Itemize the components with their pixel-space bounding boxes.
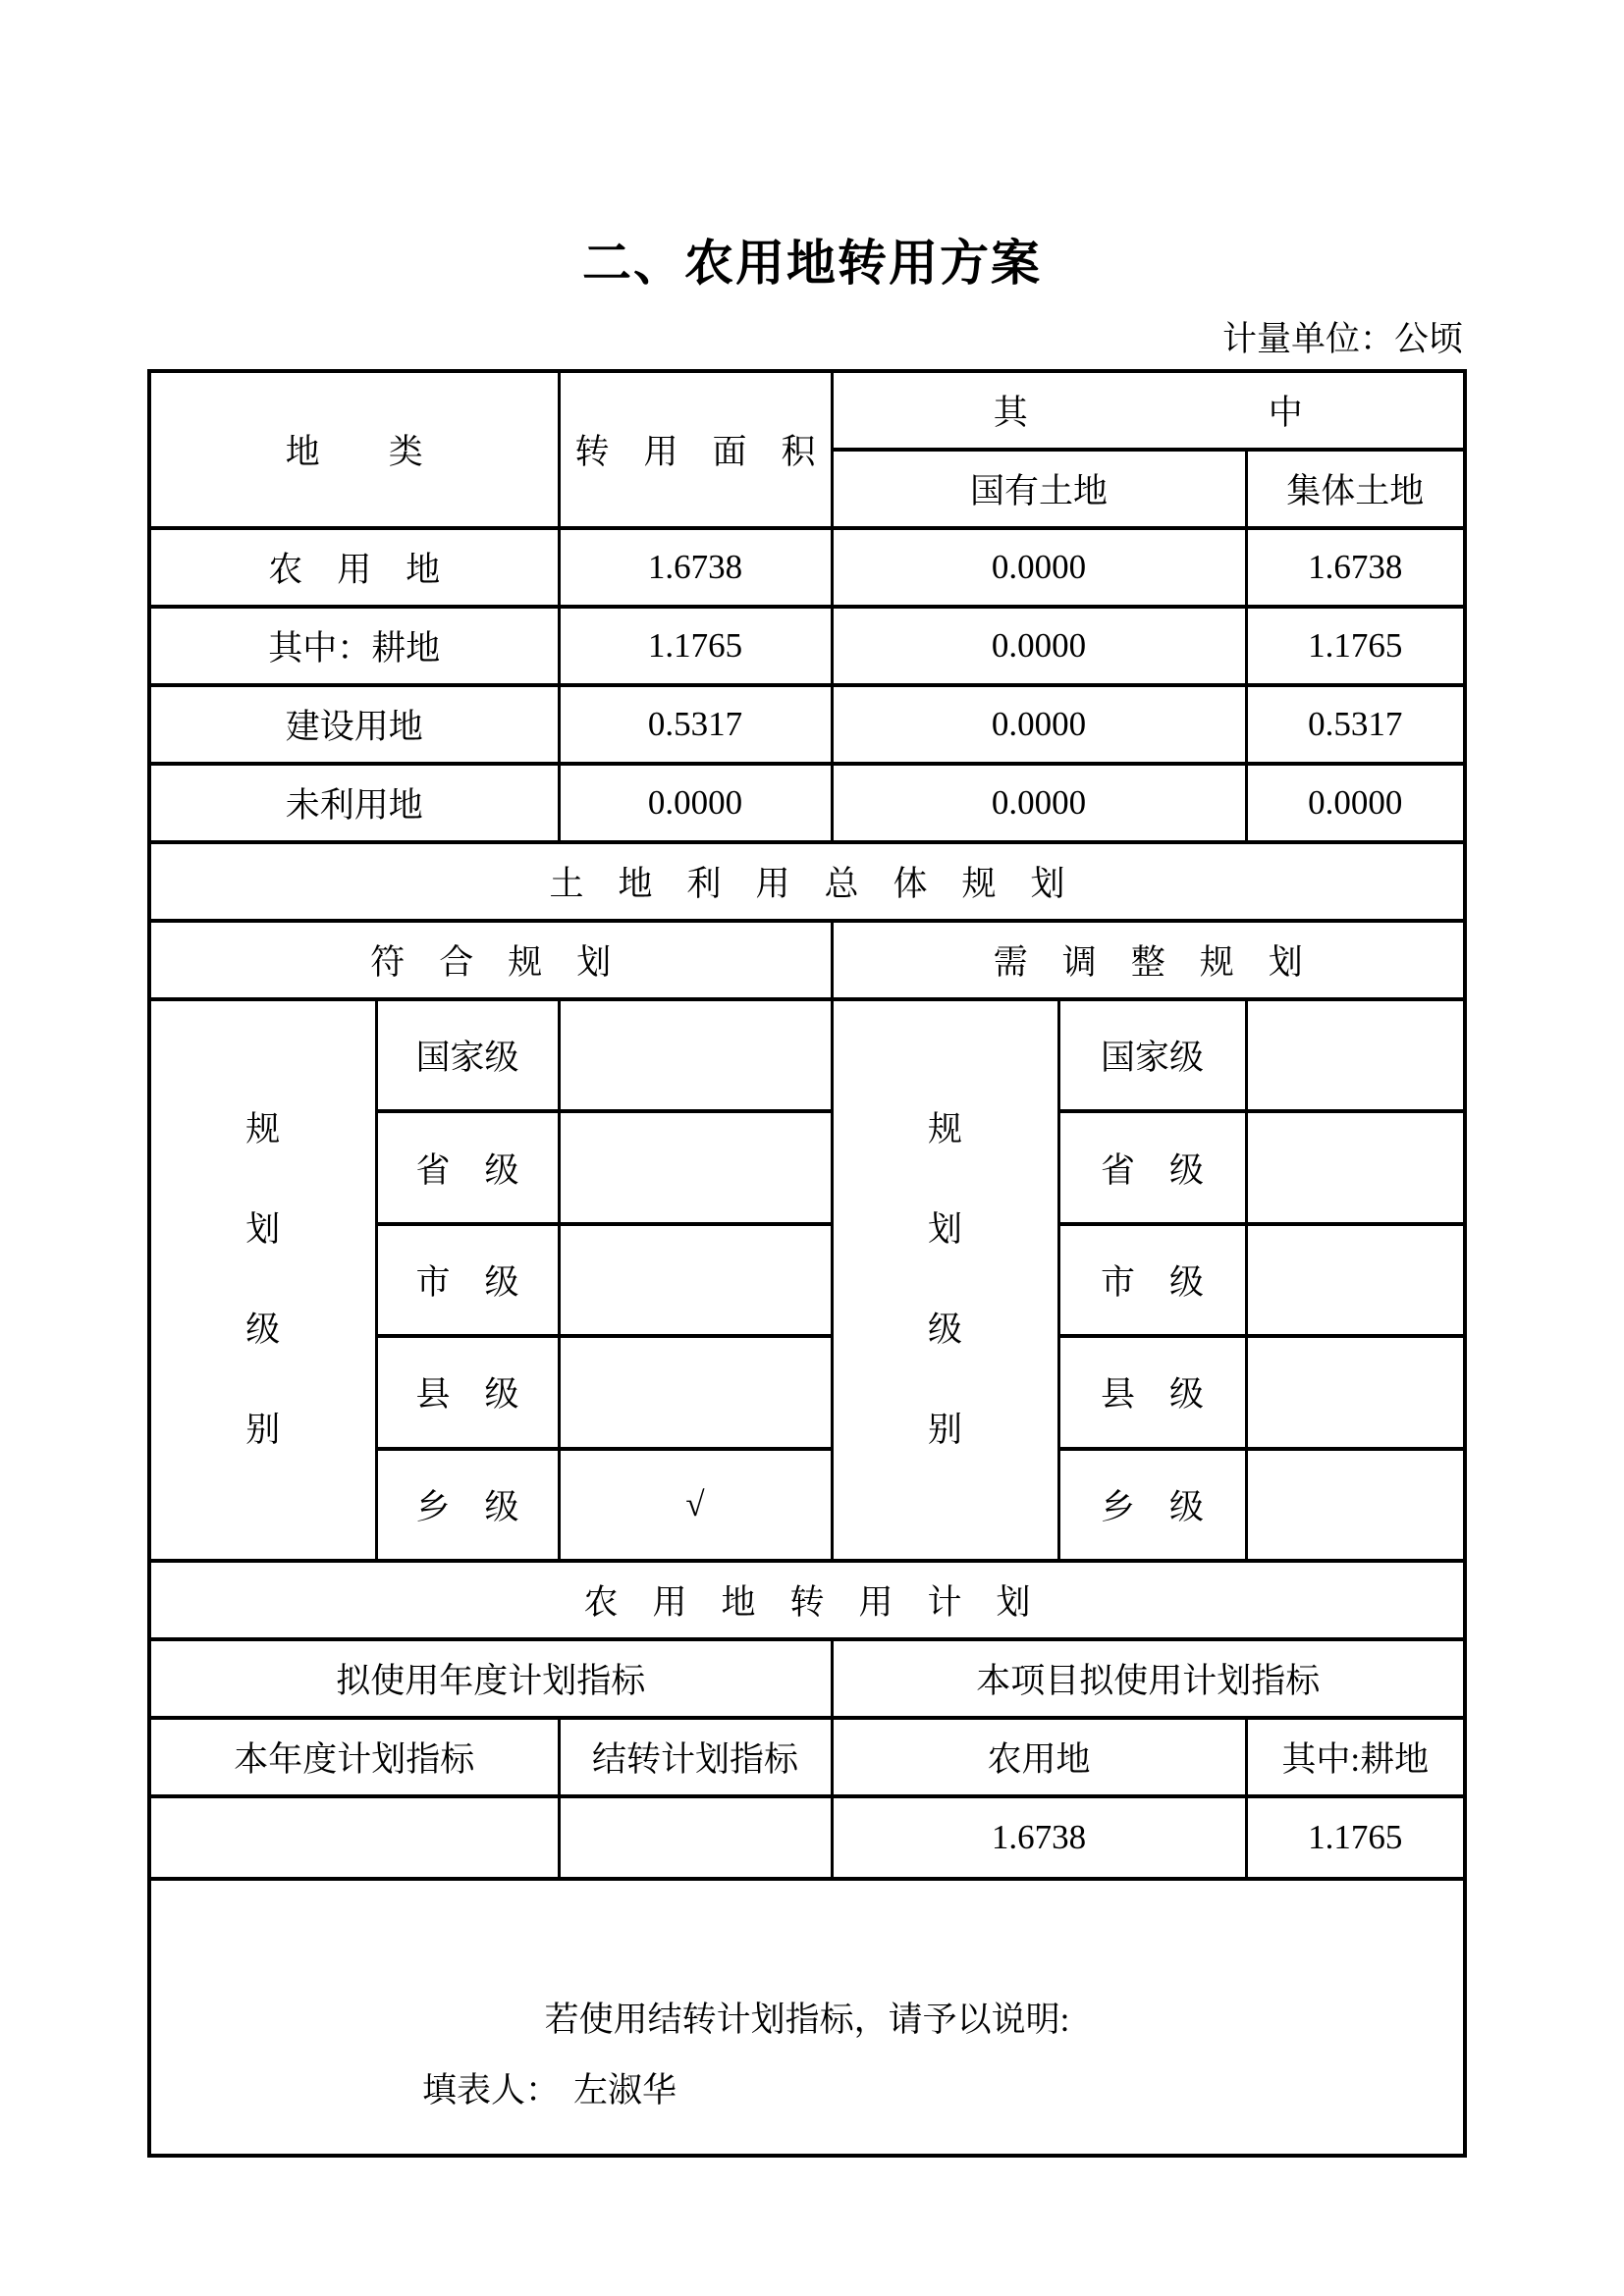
- filled-by-line: [388, 2024, 677, 2152]
- check-cell-township-conform checkmark: √: [559, 1449, 832, 1561]
- header-state-owned: 国有土地: [832, 450, 1246, 528]
- section-title-conversion-plan: 农 用 地 转 用 计 划: [149, 1561, 1465, 1639]
- header-row-1: [149, 371, 1465, 450]
- level-label-township-left: 乡 级: [376, 1449, 559, 1561]
- cell-state-owned: 0.0000: [832, 685, 1246, 764]
- level-label-provincial-left: 省 级: [376, 1111, 559, 1223]
- level-label-township-right: 乡 级: [1058, 1449, 1246, 1561]
- page-title: 二、农用地转用方案: [582, 236, 1042, 291]
- row-label: 建设用地: [149, 685, 559, 764]
- unit-note: 计量单位：公顷: [1221, 320, 1463, 358]
- filled-by-label: 填表人：: [422, 2071, 561, 2109]
- header-adjust-planning: 需 调 整 规 划: [832, 921, 1465, 999]
- vertical-label: [834, 1080, 1057, 1480]
- table-row-agricultural-land: [149, 528, 1465, 607]
- header-of-which-cultivated: 其中:耕地: [1246, 1718, 1465, 1796]
- table-row-unused-land: [149, 764, 1465, 842]
- check-cell-municipal-conform: [559, 1224, 832, 1336]
- value-carryover-indicator: [559, 1796, 832, 1879]
- cell-collective: 0.5317: [1246, 685, 1465, 764]
- section-row-conversion-plan: [149, 1561, 1465, 1639]
- cell-collective: 1.6738: [1246, 528, 1465, 607]
- header-of-which: 其 中: [832, 371, 1465, 450]
- cell-state-owned: 0.0000: [832, 607, 1246, 685]
- header-project-indicator: 本项目拟使用计划指标: [832, 1639, 1465, 1718]
- vertical-label-char: 别: [245, 1411, 281, 1449]
- header-land-type: 地 类: [149, 371, 559, 528]
- check-cell-municipal-adjust: [1246, 1224, 1465, 1336]
- level-label-national-right: 国家级: [1058, 999, 1246, 1111]
- planning-level-row-national: [149, 999, 1465, 1111]
- cell-area: 0.0000: [559, 764, 832, 842]
- vertical-label: [151, 1080, 375, 1480]
- value-cultivated-land: 1.1765: [1246, 1796, 1465, 1879]
- cell-area: 1.6738: [559, 528, 832, 607]
- header-current-year-indicator: 本年度计划指标: [149, 1718, 559, 1796]
- check-cell-national-conform: [559, 999, 832, 1111]
- level-label-county-right: 县 级: [1058, 1336, 1246, 1448]
- header-conversion-area: 转 用 面 积: [559, 371, 832, 528]
- header-annual-indicator: 拟使用年度计划指标: [149, 1639, 832, 1718]
- cell-state-owned: 0.0000: [832, 528, 1246, 607]
- table-row-construction-land: [149, 685, 1465, 764]
- section-title-overall-planning: 土 地 利 用 总 体 规 划: [149, 842, 1465, 921]
- cell-collective: 1.1765: [1246, 607, 1465, 685]
- row-label: 农 用 地: [149, 528, 559, 607]
- header-carryover-indicator: 结转计划指标: [559, 1718, 832, 1796]
- level-label-county-left: 县 级: [376, 1336, 559, 1448]
- vertical-label-char: 别: [928, 1411, 963, 1449]
- cell-area: 0.5317: [559, 685, 832, 764]
- check-cell-county-conform: [559, 1336, 832, 1448]
- row-label: 其中：耕地: [149, 607, 559, 685]
- level-label-national-left: 国家级: [376, 999, 559, 1111]
- check-cell-county-adjust: [1246, 1336, 1465, 1448]
- table-row-cultivated-land: [149, 607, 1465, 685]
- planning-level-label-right: [832, 999, 1058, 1561]
- note-row: [149, 1879, 1465, 2156]
- cell-area: 1.1765: [559, 607, 832, 685]
- value-agricultural-land: 1.6738: [832, 1796, 1246, 1879]
- vertical-label-char: 级: [928, 1310, 963, 1349]
- header-collective: 集体土地: [1246, 450, 1465, 528]
- cell-collective: 0.0000: [1246, 764, 1465, 842]
- planning-level-label-left: [149, 999, 376, 1561]
- check-cell-provincial-adjust: [1246, 1111, 1465, 1223]
- header-agricultural-land: 农用地: [832, 1718, 1246, 1796]
- vertical-label-char: 划: [928, 1210, 963, 1249]
- level-label-municipal-right: 市 级: [1058, 1224, 1246, 1336]
- land-conversion-table: [147, 369, 1467, 2158]
- value-current-year-indicator: [149, 1796, 559, 1879]
- check-cell-township-adjust: [1246, 1449, 1465, 1561]
- vertical-label-char: 划: [245, 1210, 281, 1249]
- section-row-overall-planning: [149, 842, 1465, 921]
- conversion-plan-columns-row: [149, 1718, 1465, 1796]
- check-cell-national-adjust: [1246, 999, 1465, 1111]
- filled-by-name: 左淑华: [573, 2071, 677, 2109]
- carryover-note: 若使用结转计划指标，请予以说明:: [149, 1879, 1465, 2156]
- header-conform-planning: 符 合 规 划: [149, 921, 832, 999]
- level-label-provincial-right: 省 级: [1058, 1111, 1246, 1223]
- level-label-municipal-left: 市 级: [376, 1224, 559, 1336]
- vertical-label-char: 规: [245, 1110, 281, 1148]
- check-cell-provincial-conform: [559, 1111, 832, 1223]
- planning-subheader-row: [149, 921, 1465, 999]
- conversion-plan-subheader-row: [149, 1639, 1465, 1718]
- vertical-label-char: 级: [245, 1310, 281, 1349]
- vertical-label-char: 规: [928, 1110, 963, 1148]
- conversion-plan-values-row: [149, 1796, 1465, 1879]
- row-label: 未利用地: [149, 764, 559, 842]
- cell-state-owned: 0.0000: [832, 764, 1246, 842]
